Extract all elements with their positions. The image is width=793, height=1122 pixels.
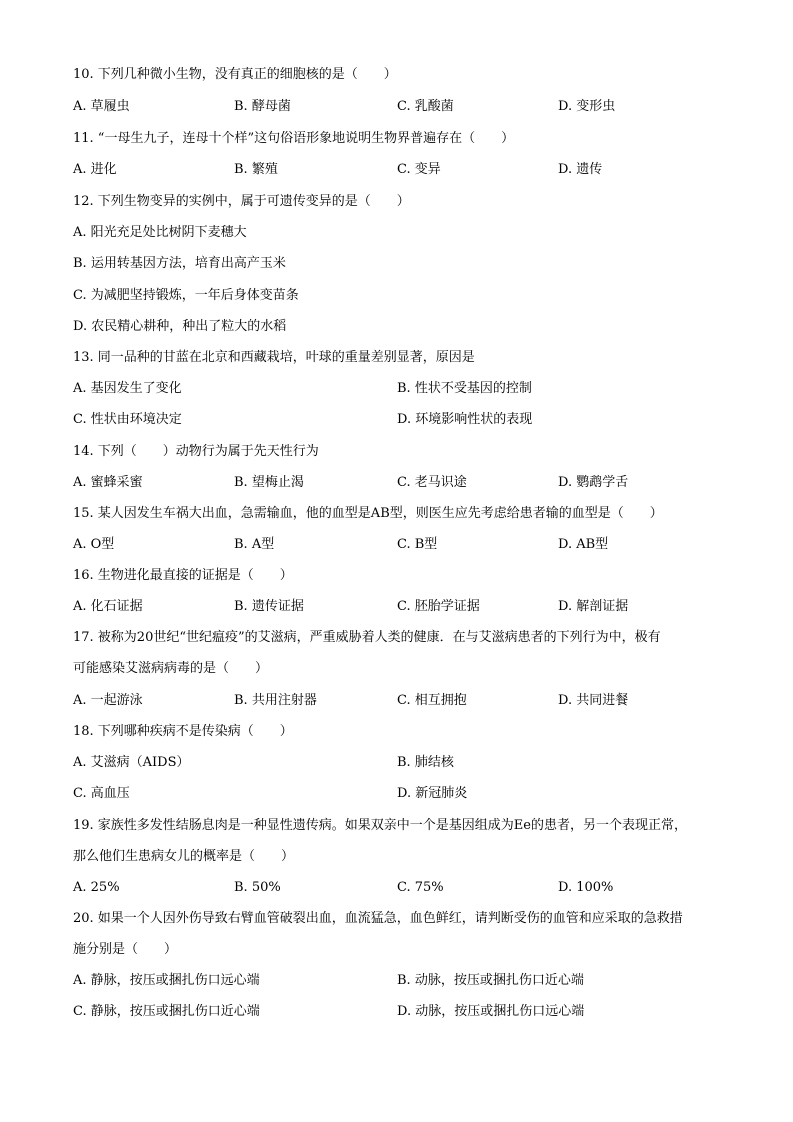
q18-option-a: A. 艾滋病（AIDS） [73, 755, 190, 770]
q18-option-b: B. 肺结核 [397, 755, 454, 770]
q16-option-a: A. 化石证据 [73, 599, 143, 614]
q14-option-d: D. 鹦鹉学舌 [558, 475, 629, 490]
q18-option-d: D. 新冠肺炎 [397, 786, 468, 801]
q17-option-b: B. 共用注射器 [234, 693, 317, 708]
q15-option-d: D. AB型 [558, 537, 609, 552]
question-12-stem: 12. 下列生物变异的实例中，属于可遗传变异的是（ ） [73, 194, 410, 209]
q20-option-d: D. 动脉，按压或捆扎伤口远心端 [397, 1004, 585, 1019]
q16-option-d: D. 解剖证据 [558, 599, 629, 614]
question-13-stem: 13. 同一品种的甘蓝在北京和西藏栽培，叶球的重量差别显著，原因是 [73, 350, 475, 365]
q13-option-b: B. 性状不受基因的控制 [397, 381, 532, 396]
question-16-stem: 16. 生物进化最直接的证据是（ ） [73, 568, 293, 583]
q18-option-c: C. 高血压 [73, 786, 130, 801]
q17-option-d: D. 共同进餐 [558, 693, 629, 708]
q19-option-c: C. 75% [397, 880, 444, 895]
q13-option-d: D. 环境影响性状的表现 [397, 412, 533, 427]
question-18-stem: 18. 下列哪种疾病不是传染病（ ） [73, 724, 293, 739]
q11-option-a: A. 进化 [73, 162, 117, 177]
q19-option-d: D. 100% [558, 880, 614, 895]
q19-option-b: B. 50% [234, 880, 281, 895]
q11-option-c: C. 变异 [397, 162, 441, 177]
q13-option-a: A. 基因发生了变化 [73, 381, 182, 396]
q15-option-b: B. A型 [234, 537, 275, 552]
q17-option-a: A. 一起游泳 [73, 693, 143, 708]
q20-option-c: C. 静脉，按压或捆扎伤口近心端 [73, 1004, 260, 1019]
q20-option-a: A. 静脉，按压或捆扎伤口远心端 [73, 973, 260, 988]
question-19-stem: 19. 家族性多发性结肠息肉是一种显性遗传病。如果双亲中一个是基因组成为Ee的患者，另一个表现正常， [73, 818, 687, 833]
question-14-stem: 14. 下列（ ）动物行为属于先天性行为 [73, 444, 319, 459]
q15-option-c: C. B型 [397, 537, 438, 552]
q11-option-d: D. 遗传 [558, 162, 603, 177]
q14-option-c: C. 老马识途 [397, 475, 467, 490]
q16-option-b: B. 遗传证据 [234, 599, 304, 614]
q14-option-a: A. 蜜蜂采蜜 [73, 475, 143, 490]
q10-option-c: C. 乳酸菌 [397, 99, 454, 114]
question-15-stem: 15. 某人因发生车祸大出血，急需输血，他的血型是AB型，则医生应先考虑给患者输的血型是（ ） [73, 506, 663, 521]
q12-option-d: D. 农民精心耕种，种出了粒大的水稻 [73, 319, 287, 334]
q10-option-d: D. 变形虫 [558, 99, 616, 114]
q20-option-b: B. 动脉，按压或捆扎伤口近心端 [397, 973, 584, 988]
q10-option-a: A. 草履虫 [73, 99, 130, 114]
q12-option-c: C. 为减肥坚持锻炼，一年后身体变苗条 [73, 288, 299, 303]
q10-option-b: B. 酵母菌 [234, 99, 291, 114]
q14-option-b: B. 望梅止渴 [234, 475, 304, 490]
q16-option-c: C. 胚胎学证据 [397, 599, 480, 614]
question-11-stem: 11. “一母生九子，连母十个样”这句俗语形象地说明生物界普遍存在（ ） [73, 131, 515, 146]
question-20-stem-continued: 施分别是（ ） [73, 942, 178, 957]
q15-option-a: A. O型 [73, 537, 115, 552]
q12-option-a: A. 阳光充足处比树阴下麦穗大 [73, 225, 247, 240]
question-17-stem: 17. 被称为20世纪“世纪瘟疫”的艾滋病，严重威胁着人类的健康．在与艾滋病患者的下列行为中，极有 [73, 630, 661, 645]
question-20-stem: 20. 如果一个人因外伤导致右臂血管破裂出血，血流猛急，血色鲜红，请判断受伤的血管和应采取的急救措 [73, 911, 683, 926]
q11-option-b: B. 繁殖 [234, 162, 278, 177]
q12-option-b: B. 运用转基因方法，培育出高产玉米 [73, 256, 286, 271]
question-17-stem-continued: 可能感染艾滋病病毒的是（ ） [73, 661, 269, 676]
question-19-stem-continued: 那么他们生患病女儿的概率是（ ） [73, 849, 295, 864]
q19-option-a: A. 25% [73, 880, 120, 895]
q13-option-c: C. 性状由环境决定 [73, 412, 182, 427]
question-10-stem: 10. 下列几种微小生物，没有真正的细胞核的是（ ） [73, 67, 397, 82]
q17-option-c: C. 相互拥抱 [397, 693, 467, 708]
